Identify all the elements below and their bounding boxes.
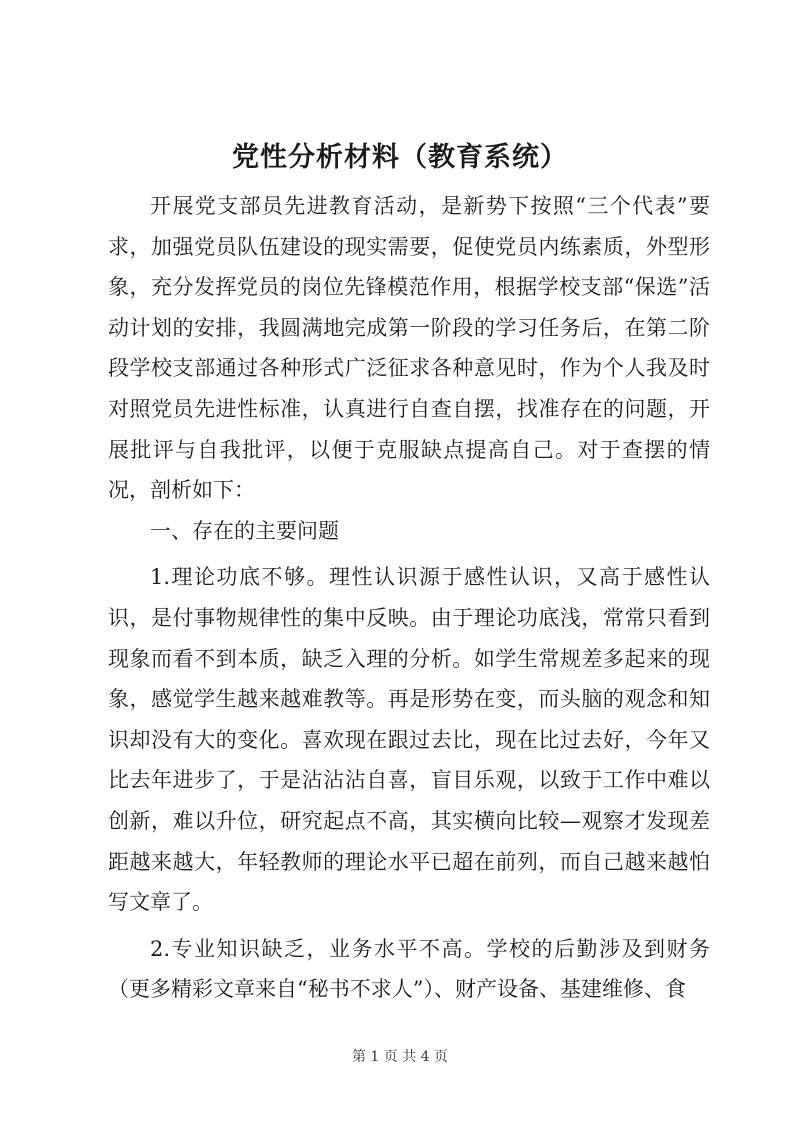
intro-paragraph: 开展党支部员先进教育活动，是新势下按照“三个代表”要求，加强党员队伍建设的现实需要，促使党员内练素质，外型形象，充分发挥党员的岗位先锋模范作用，根据学校支部“保选”活动计划的安排，我圆满地完成第一阶段的学习任务后，在第二阶段学校支部通过各种形式广泛征求各种意见时，作为个人我及时对照党员先进性标准，认真进行自查自摆，找准存在的问题，开展批评与自我批评，以便于克服缺点提高自己。对于查摆的情况，剖析如下： <box>108 194 710 503</box>
page-number-footer: 第 1 页 共 4 页 <box>351 1049 449 1065</box>
section-heading: 一、存在的主要问题 <box>150 518 339 543</box>
document-title: 党性分析材料（教育系统） <box>232 142 568 173</box>
document-body <box>108 186 710 1010</box>
problem-paragraph-1: 1.理论功底不够。理性认识源于感性认识，又高于感性认识，是付事物规律性的集中反映。由于理论功底浅，常常只看到现象而看不到本质，缺乏入理的分析。如学生常规差多起来的现象，感觉学生越来越难教等。再是形势在变，而头脑的观念和知识却没有大的变化。喜欢现在跟过去比，现在比过去好，今年又比去年进步了，于是沾沾沾自喜，盲目乐观，以致于工作中难以创新，难以升位，研究起点不高，其实横向比较—观察才发现差距越来越大，年轻教师的理论水平已超在前列，而自己越来越怕写文章了。 <box>108 565 710 915</box>
problem-paragraph-2: 2.专业知识缺乏，业务水平不高。学校的后勤涉及到财务（更多精彩文章来自“秘书不求人”）、财产设备、基建维修、食 <box>108 936 710 1002</box>
